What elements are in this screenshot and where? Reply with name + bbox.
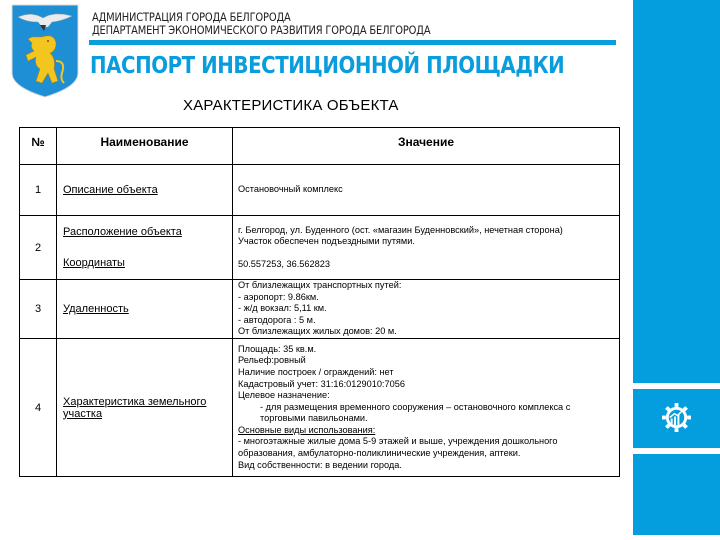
table-row xyxy=(20,339,620,477)
value-line: Рельеф:ровный xyxy=(238,355,306,366)
value-line: - многоэтажные жилые дома 5-9 этажей и выше, учреждения дошкольного образования, амбулаторно-поликлинические учреждения, аптеки. xyxy=(238,436,558,459)
row-name-cell xyxy=(57,280,233,339)
org-name-line-2: ДЕПАРТАМЕНТ ЭКОНОМИЧЕСКОГО РАЗВИТИЯ ГОРОДА БЕЛГОРОДА xyxy=(92,23,431,37)
column-header-name: Наименование xyxy=(57,128,233,165)
row-number: 1 xyxy=(20,165,57,216)
value-line: Целевое назначение: xyxy=(238,390,330,401)
object-description-link[interactable]: Описание объекта xyxy=(63,184,158,196)
value-line: Площадь: 35 кв.м. xyxy=(238,343,317,354)
row-number: 3 xyxy=(20,280,57,339)
table-row xyxy=(20,165,620,216)
coordinates-link[interactable]: Координаты xyxy=(63,257,125,269)
row-name-cell xyxy=(57,165,233,216)
row-value-cell xyxy=(233,165,620,216)
sidebar-panel-top xyxy=(633,0,720,383)
land-plot-characteristics-link[interactable]: Характеристика земельного участка xyxy=(63,395,207,420)
header-divider xyxy=(89,40,616,45)
gear-growth-chart-icon xyxy=(662,403,691,432)
row-name-cell xyxy=(57,216,233,280)
row-value-cell xyxy=(233,339,620,477)
row-number: 4 xyxy=(20,339,57,477)
characteristics-table xyxy=(19,127,620,477)
value-line: - аэропорт: 9.86км. xyxy=(238,291,319,302)
row-name-cell xyxy=(57,339,233,477)
sidebar-panel-bottom xyxy=(633,454,720,535)
value-line: Вид собственности: в ведении города. xyxy=(238,459,402,470)
coat-of-arms-icon xyxy=(10,3,80,99)
document-title: ПАСПОРТ ИНВЕСТИЦИОННОЙ ПЛОЩАДКИ xyxy=(90,53,565,79)
value-line: Участок обеспечен подъездными путями. xyxy=(238,236,415,247)
value-line: - автодорога : 5 м. xyxy=(238,314,316,325)
column-header-number: № xyxy=(20,128,57,165)
row-value-cell xyxy=(233,216,620,280)
value-line: Наличие построек / ограждений: нет xyxy=(238,366,394,377)
table-row xyxy=(20,280,620,339)
section-title: ХАРАКТЕРИСТИКА ОБЪЕКТА xyxy=(183,97,399,114)
distance-link[interactable]: Удаленность xyxy=(63,303,129,315)
table-row xyxy=(20,216,620,280)
value-line: Основные виды использования: xyxy=(238,424,376,435)
value-line: г. Белгород, ул. Буденного (ост. «магазин Буденновский», нечетная сторона) xyxy=(238,224,563,235)
value-line: От близлежащих транспортных путей: xyxy=(238,280,402,291)
object-location-link[interactable]: Расположение объекта xyxy=(63,226,182,238)
column-header-value: Значение xyxy=(233,128,620,165)
row-number: 2 xyxy=(20,216,57,280)
value-line: - ж/д вокзал: 5,11 км. xyxy=(238,303,327,314)
org-name-line-1: АДМИНИСТРАЦИЯ ГОРОДА БЕЛГОРОДА xyxy=(92,10,291,24)
value-line: - для размещения временного сооружения – остановочного комплекса с торговыми павильонами. xyxy=(260,401,571,424)
table-header-row xyxy=(20,128,620,165)
row-value-cell xyxy=(233,280,620,339)
coordinates-value: 50.557253, 36.562823 xyxy=(238,258,330,269)
value-line: Остановочный комплекс xyxy=(238,184,343,195)
value-line: Кадастровый учет: 31:16:0129010:7056 xyxy=(238,378,405,389)
value-line: От близлежащих жилых домов: 20 м. xyxy=(238,326,397,337)
